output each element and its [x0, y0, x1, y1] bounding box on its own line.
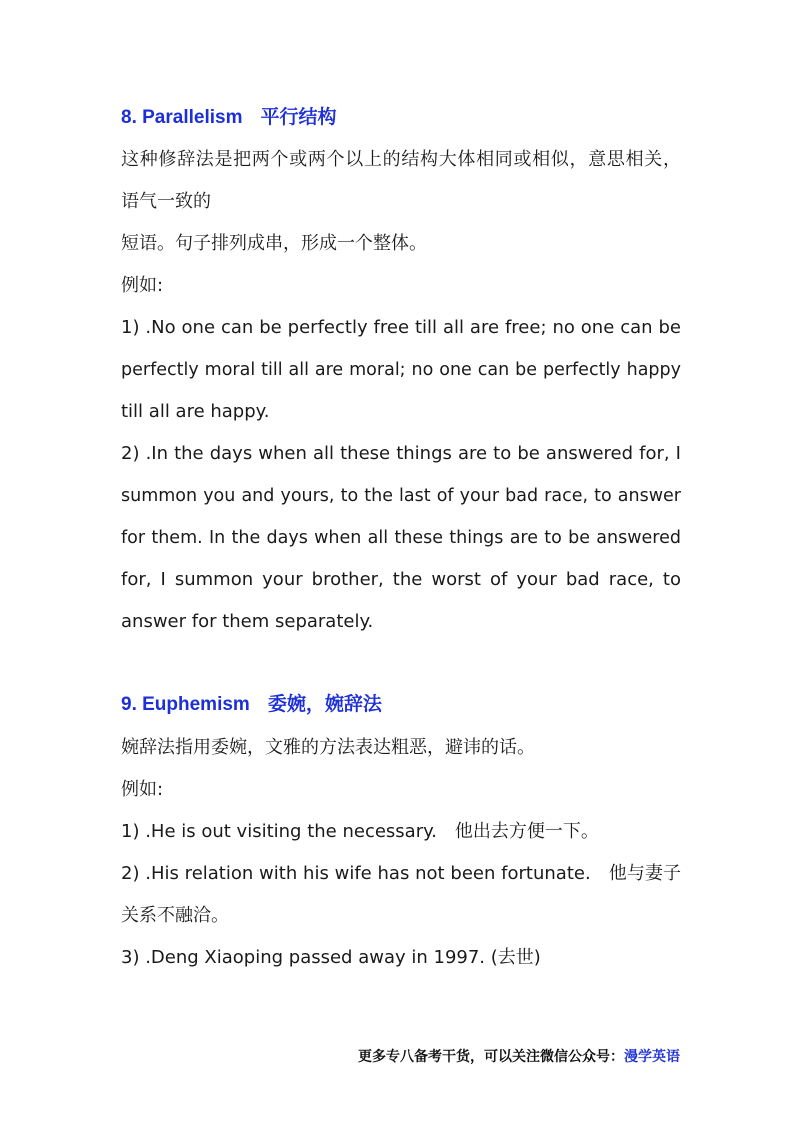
body-line: 语气一致的 — [121, 191, 211, 212]
section-heading-parallelism — [121, 106, 681, 130]
heading-en: 9. Euphemism — [121, 694, 250, 715]
example-line: answer for them separately. — [121, 611, 374, 632]
example-line: for them. In the days when all these things are to be answered — [121, 528, 681, 548]
heading-en: 8. Parallelism — [121, 107, 243, 128]
example-line: 1) .No one can be perfectly free till all are free; no one can be — [121, 317, 681, 338]
example-line: 2) .His relation with his wife has not been fortunate. 他与妻子 — [121, 863, 681, 884]
section-heading-euphemism — [121, 693, 681, 717]
example-line: perfectly moral till all are moral; no one can be perfectly happy — [121, 360, 681, 380]
example-line: for, I summon your brother, the worst of your bad race, to — [121, 569, 681, 590]
example-line: 3) .Deng Xiaoping passed away in 1997. (去世) — [121, 947, 541, 968]
footer-brand: 漫学英语 — [624, 1049, 680, 1065]
example-line: till all are happy. — [121, 401, 270, 422]
example-line: summon you and yours, to the last of your bad race, to answer — [121, 486, 681, 506]
example-line: 1) .He is out visiting the necessary. 他出去方便一下。 — [121, 821, 599, 842]
footer-text: 更多专八备考干货，可以关注微信公众号： — [358, 1049, 624, 1065]
body-line: 例如: — [121, 779, 164, 800]
example-line: 2) .In the days when all these things are to be answered for, I — [121, 443, 681, 464]
body-line: 这种修辞法是把两个或两个以上的结构大体相同或相似，意思相关， — [121, 149, 681, 170]
body-line: 短语。句子排列成串，形成一个整体。 — [121, 233, 427, 254]
body-line: 婉辞法指用委婉，文雅的方法表达粗恶，避讳的话。 — [121, 737, 535, 758]
heading-zh: 平行结构 — [260, 107, 337, 128]
example-line: 关系不融洽。 — [121, 905, 229, 926]
footer-note — [0, 1046, 680, 1066]
heading-zh: 委婉，婉辞法 — [267, 694, 382, 715]
body-line: 例如: — [121, 275, 164, 296]
